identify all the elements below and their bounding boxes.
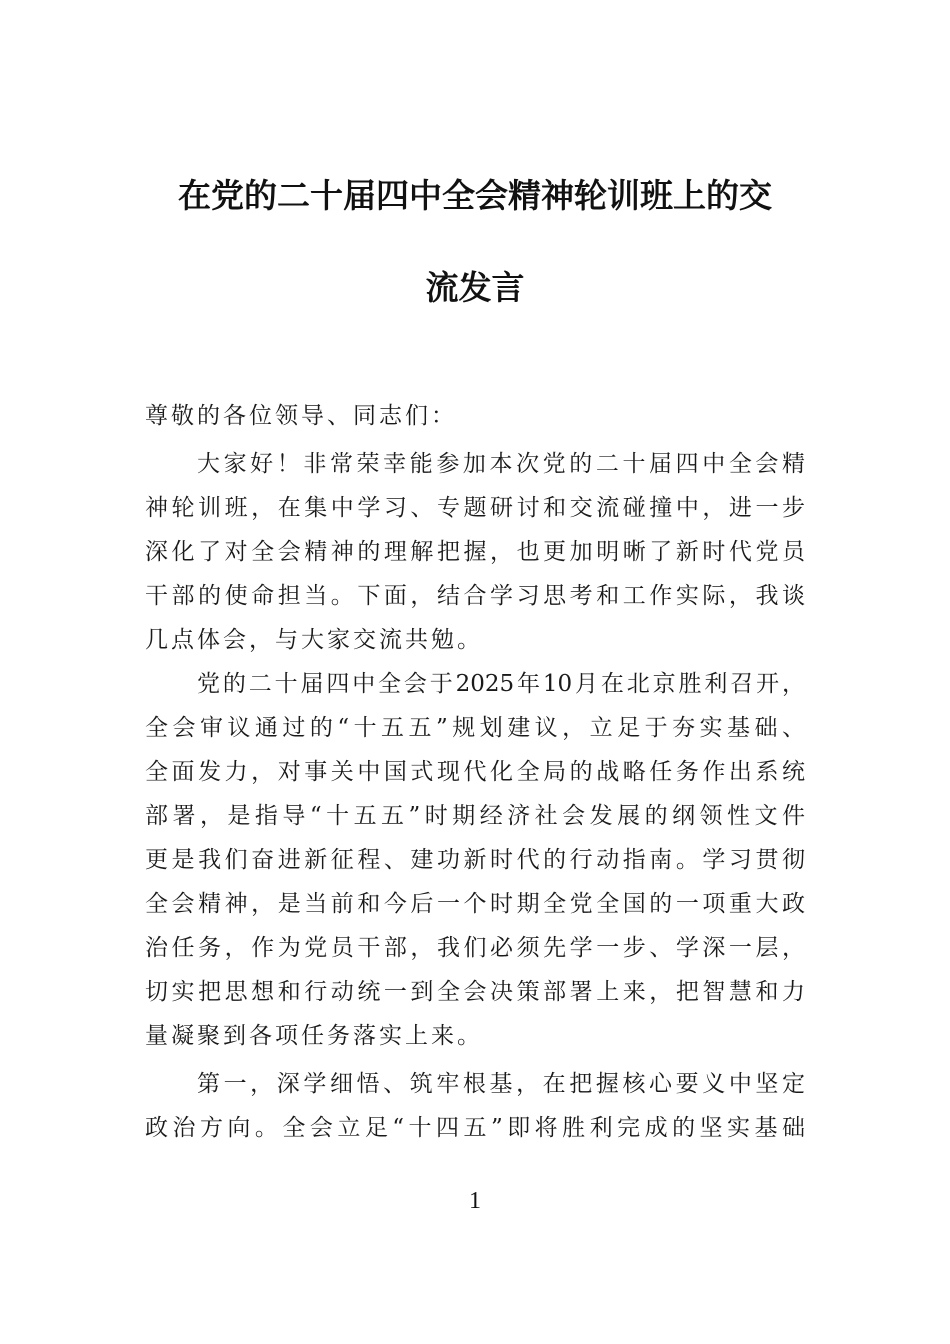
paragraph-2-line-2: 全会审议通过的“十五五”规划建议，立足于夯实基础、 bbox=[145, 715, 805, 741]
paragraph-2-line-9: 量凝聚到各项任务落实上来。 bbox=[145, 1023, 483, 1049]
paragraph-1-line-4: 干部的使命担当。下面，结合学习思考和工作实际，我谈 bbox=[145, 583, 805, 609]
paragraph-2-line-4: 部署，是指导“十五五”时期经济社会发展的纲领性文件 bbox=[145, 803, 805, 829]
paragraph-2-line-7: 治任务，作为党员干部，我们必须先学一步、学深一层， bbox=[145, 935, 805, 961]
paragraph-2-line-6: 全会精神，是当前和今后一个时期全党全国的一项重大政 bbox=[145, 891, 805, 917]
paragraph-1-line-1: 大家好！非常荣幸能参加本次党的二十届四中全会精 bbox=[197, 451, 805, 477]
paragraph-1-line-5: 几点体会，与大家交流共勉。 bbox=[145, 627, 483, 653]
paragraph-1-line-3: 深化了对全会精神的理解把握，也更加明晰了新时代党员 bbox=[145, 539, 805, 565]
document-title-line-1: 在党的二十届四中全会精神轮训班上的交 bbox=[178, 176, 772, 215]
document-title-line-2: 流发言 bbox=[425, 268, 525, 307]
page-number: 1 bbox=[469, 1188, 481, 1214]
paragraph-2-line-3: 全面发力，对事关中国式现代化全局的战略任务作出系统 bbox=[145, 759, 805, 785]
paragraph-2-line-5: 更是我们奋进新征程、建功新时代的行动指南。学习贯彻 bbox=[145, 847, 805, 873]
paragraph-3-line-1: 第一，深学细悟、筑牢根基，在把握核心要义中坚定 bbox=[197, 1071, 805, 1097]
paragraph-2-line-8: 切实把思想和行动统一到全会决策部署上来，把智慧和力 bbox=[145, 979, 805, 1005]
paragraph-1-line-2: 神轮训班，在集中学习、专题研讨和交流碰撞中，进一步 bbox=[145, 495, 805, 521]
paragraph-2-line-1: 党的二十届四中全会于2025年10月在北京胜利召开， bbox=[197, 671, 805, 697]
salutation: 尊敬的各位领导、同志们： bbox=[145, 403, 457, 429]
paragraph-3-line-2: 政治方向。全会立足“十四五”即将胜利完成的坚实基础 bbox=[145, 1115, 805, 1141]
